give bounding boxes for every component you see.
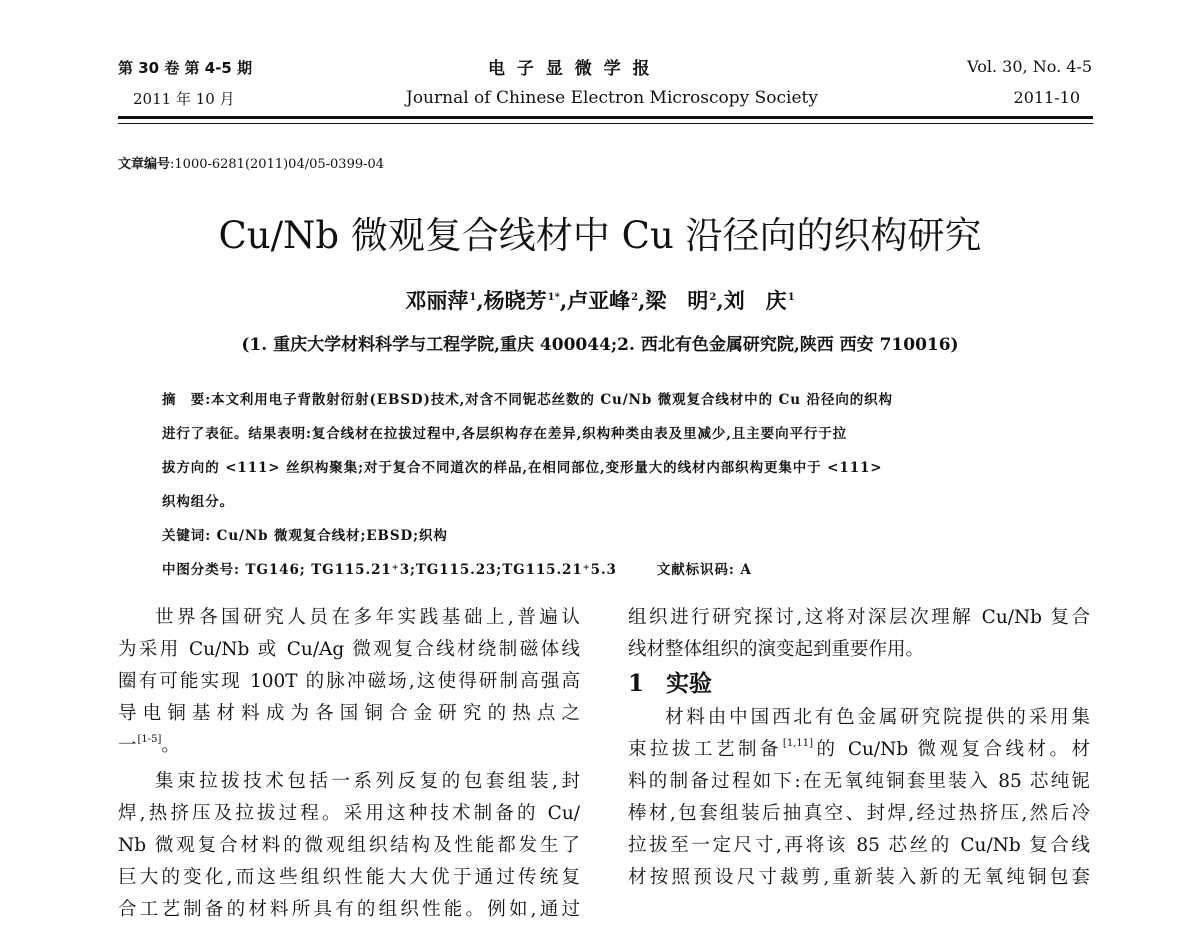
header-rule-thick (118, 116, 1093, 119)
abstract-line: :本文利用电子背散射衍射(EBSD)技术,对含不同铌芯丝数的 Cu/Nb 微观复合线材中的 Cu 沿径向的织构 (205, 392, 893, 408)
abstract-line: 进行了表征。结果表明:复合线材在拉拔过程中,各层织构存在差异,织构种类由表及里减少,且主要向平行于拉 (162, 426, 848, 442)
body-line: 组织进行研究探讨,这将对深层次理解 Cu/Nb 复合 (628, 607, 1090, 628)
date-cn: 2011 年 10 月 (133, 90, 235, 108)
citation: [1,11] (782, 738, 813, 749)
author: 刘 庆$^1$ (723, 288, 795, 313)
body-line: 料的制备过程如下:在无氧纯铜套里装入 85 芯纯铌 (628, 771, 1090, 792)
document-code: : A (728, 562, 752, 578)
body-line: 导电铜基材料成为各国铜合金研究的热点之 (118, 703, 580, 724)
abstract-line: 织构组分。 (162, 494, 234, 510)
body-line: 焊,热挤压及拉拔过程。采用这种技术制备的 Cu/ (118, 803, 580, 824)
author: 杨晓芳$^{1*}$ (483, 288, 560, 313)
author: 卢亚峰$^2$ (567, 288, 639, 313)
body-line: 束拉拔工艺制备[1,11]的 Cu/Nb 微观复合线材。材 (628, 738, 1090, 760)
classification-text: : TG146; TG115.21⁺3;TG115.23;TG115.21⁺5.3 (234, 562, 617, 578)
keywords-label: 关键词 (162, 528, 206, 544)
body-line: 棒材,包套组装后抽真空、封焊,经过热挤压,然后冷 (628, 803, 1090, 824)
journal-title-en: Journal of Chinese Electron Microscopy Society (406, 88, 818, 108)
article-number-label: 文章编号 (118, 157, 171, 172)
header-rule-thin (118, 123, 1093, 124)
paper-title: Cu/Nb 微观复合线材中 Cu 沿径向的织构研究 (218, 214, 982, 257)
body-line: 材按照预设尺寸裁剪,重新装入新的无氧纯铜包套 (628, 867, 1090, 888)
keywords-text: : Cu/Nb 微观复合线材;EBSD;织构 (205, 528, 448, 544)
body-line: Nb 微观复合材料的微观组织结构及性能都发生了 (118, 835, 580, 856)
abstract-line: 拔方向的 <111> 丝织构聚集;对于复合不同道次的样品,在相同部位,变形量大的线材内部织构更集中于 <111> (162, 460, 883, 476)
abstract (162, 383, 1062, 587)
journal-title-cn: 电 子 显 微 学 报 (488, 59, 653, 79)
body-left-column (118, 602, 580, 926)
author: 邓丽萍$^1$ (405, 288, 477, 313)
article-number (118, 153, 384, 172)
volume-issue-cn: 第 30 卷 第 4-5 期 (118, 59, 253, 77)
body-line: 拉拔至一定尺寸,再将该 85 芯丝的 Cu/Nb 复合线 (628, 835, 1090, 856)
body-line: 圈有可能实现 100T 的脉冲磁场,这使得研制高强高 (118, 671, 580, 692)
section-title: 实验 (666, 671, 713, 697)
body-right-column (628, 602, 1090, 894)
classification-label: 中图分类号 (162, 562, 234, 578)
volume-issue-en: Vol. 30, No. 4-5 (967, 57, 1092, 76)
body-line: 集束拉拔技术包括一系列反复的包套组装,封 (155, 771, 580, 792)
body-line: 为采用 Cu/Nb 或 Cu/Ag 微观复合线材绕制磁体线 (118, 639, 580, 660)
citation: [1-5] (137, 734, 162, 745)
document-code-label: 文献标识码 (656, 562, 729, 578)
abstract-label: 摘 要 (162, 392, 206, 408)
author-list: 邓丽萍$^1$,杨晓芳$^{1*}$,卢亚峰$^2$,梁 明$^2$,刘 庆$^1$ (405, 288, 795, 313)
section-heading (628, 666, 1090, 702)
body-line: 世界各国研究人员在多年实践基础上,普遍认 (155, 607, 580, 628)
body-line: 材料由中国西北有色金属研究院提供的采用集 (665, 707, 1090, 728)
author: 梁 明$^2$ (645, 288, 717, 313)
body-line: 合工艺制备的材料所具有的组织性能。例如,通过 (118, 899, 580, 920)
article-number-value: :1000-6281(2011)04/05-0399-04 (170, 157, 385, 172)
affiliation: (1. 重庆大学材料科学与工程学院,重庆 400044;2. 西北有色金属研究院,陕西 西安 710016) (241, 335, 959, 355)
section-number: 1 (628, 670, 645, 697)
date-en: 2011-10 (1013, 88, 1080, 107)
body-line: 巨大的变化,而这些组织性能大大优于通过传统复 (118, 867, 580, 888)
body-line: 一[1-5]。 (118, 734, 180, 756)
body-line: 线材整体组织的演变起到重要作用。 (628, 639, 925, 660)
